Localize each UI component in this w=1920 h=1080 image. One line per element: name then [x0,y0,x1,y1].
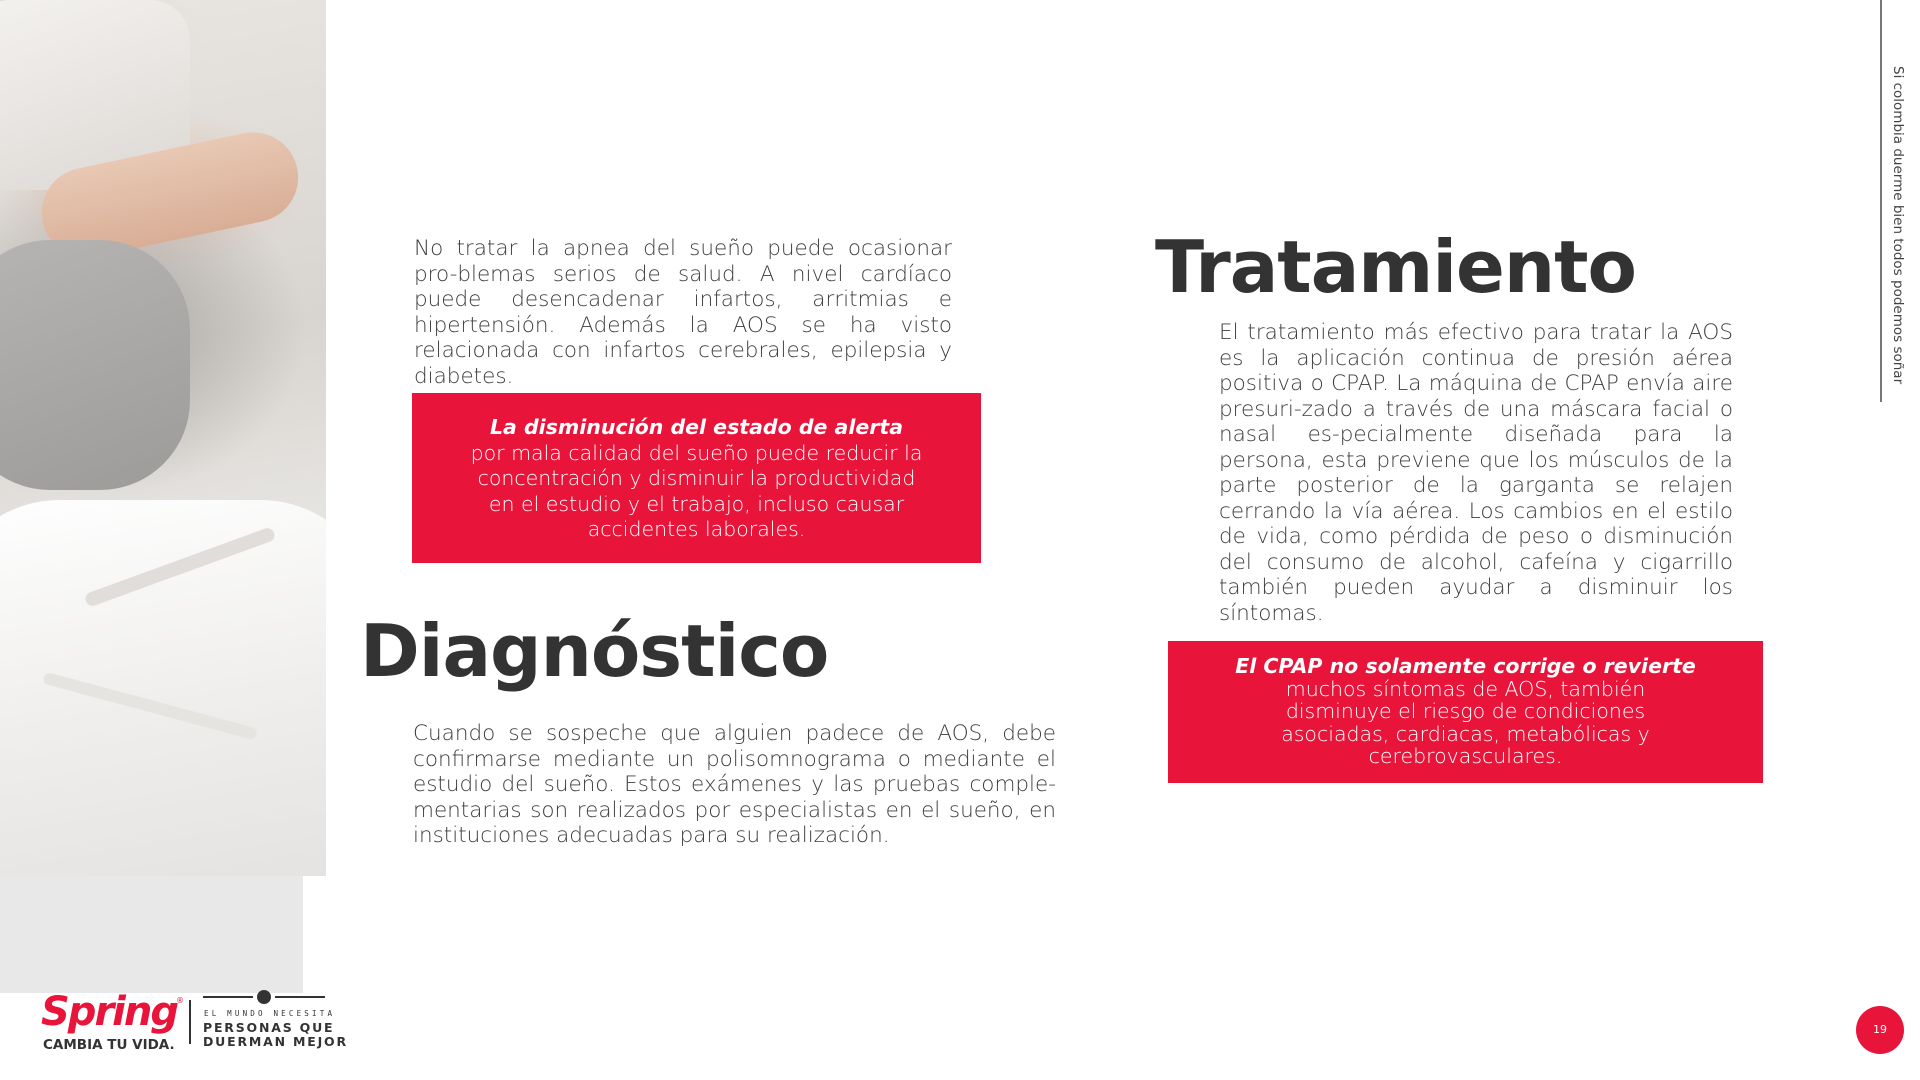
alert-callout-text: por mala calidad del sueño puede reducir la concentración y disminuir la productividad en el estudio y el trabajo, incluso causar accidentes laborales. [470,440,923,541]
logo-motto-line1: PERSONAS QUE [203,1020,335,1035]
bedroom-photo [0,0,326,876]
logo-motto-line2: DUERMAN MEJOR [203,1034,348,1049]
side-divider-line [1880,0,1882,402]
logo-registered-mark: ® [176,996,184,1005]
globe-icon [257,990,271,1004]
alert-callout-box [412,393,981,563]
logo-rule-left [203,996,253,998]
logo-brand-name: Spring [41,989,177,1035]
diagnostico-paragraph: Cuando se sospeche que alguien padece de AOS, debe confirmarse mediante un polisomnograma o mediante el estudio del sueño. Estos exámenes y las pruebas comple-mentarias son realizados por especialistas en el sueño, en instituciones adecuadas para su realización. [413,721,1056,848]
spring-logo [38,989,348,1060]
alert-callout-lead: La disminución del estado de alerta [489,415,904,439]
diagnostico-heading: Diagnóstico [360,609,829,693]
gray-accent-block [0,876,303,993]
side-slogan: Si colombia duerme bien todos podemos soñar [1890,66,1906,385]
intro-paragraph: No tratar la apnea del sueño puede ocasionar pro-blemas serios de salud. A nivel cardíaco puede desencadenar infartos, arritmias e hipertensión. Además la AOS se ha visto relacionada con infartos cerebrales, epilepsia y diabetes. [414,236,952,389]
cpap-callout-box [1168,641,1763,783]
bedsheet-shape [0,500,326,876]
logo-tagline: CAMBIA TU VIDA. [43,1037,175,1053]
logo-divider [189,1000,191,1044]
tratamiento-heading: Tratamiento [1155,225,1636,309]
logo-motto-small: EL MUNDO NECESITA [204,1009,336,1018]
shirt-shape [0,240,190,490]
cpap-callout-text: muchos síntomas de AOS, también disminuye el riesgo de condiciones asociadas, cardiacas, metabólicas y cerebrovasculares. [1281,676,1650,768]
tratamiento-paragraph: El tratamiento más efectivo para tratar la AOS es la aplicación continua de presión aérea positiva o CPAP. La máquina de CPAP envía aire presuri-zado a través de una máscara facial o nasal es-pecialmente diseñada para la persona, esta previene que los músculos de la parte posterior de la garganta se relajen cerrando la vía aérea. Los cambios en el estilo de vida, como pérdida de peso o disminución del consumo de alcohol, cafeína y cigarrillo también pueden ayudar a disminuir los síntomas. [1219,320,1733,626]
page-number-badge: 19 [1856,1006,1904,1054]
cpap-callout-lead: El CPAP no solamente corrige o revierte [1235,654,1696,678]
logo-rule-right [275,996,325,998]
